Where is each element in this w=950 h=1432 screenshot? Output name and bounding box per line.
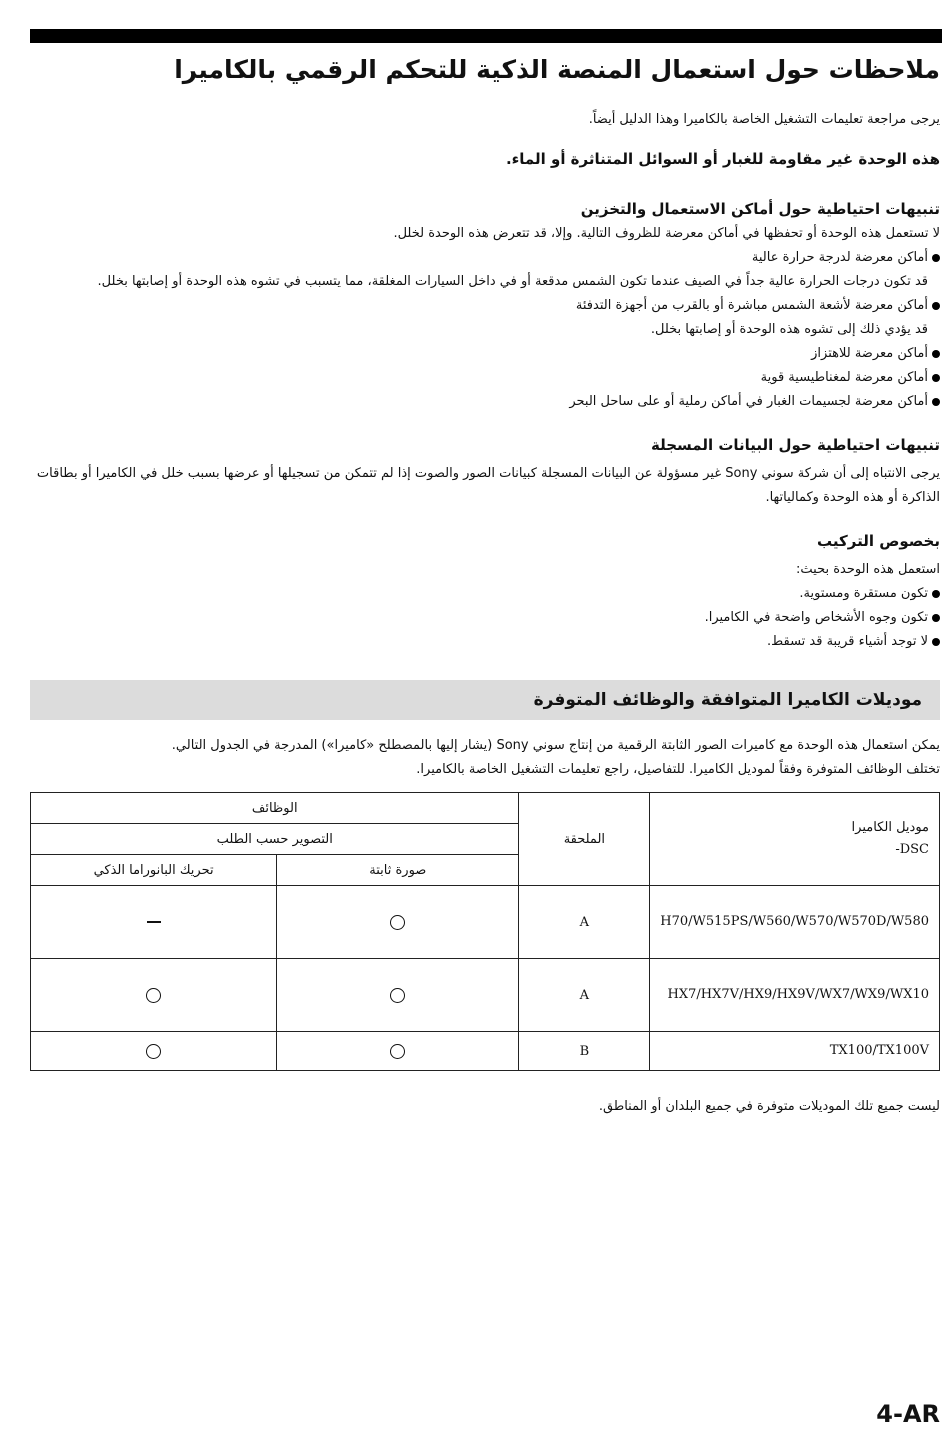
still-image-header: صورة ثابتة [277,855,519,886]
storage-lead: لا تستعمل هذه الوحدة أو تحفظها في أماكن معرضة للظروف التالية. وإلا، قد تتعرض هذه الوحدة لخلل. [393,226,940,241]
storage-heading: تنبيهات احتياطية حول أماكن الاستعمال والتخزين [580,200,940,218]
model-cell: HX7/HX7V/HX9/HX9V/WX7/WX9/WX10 [650,959,940,1032]
list-item-detail: قد يؤدي ذلك إلى تشوه هذه الوحدة أو إصابتها بخلل. [650,322,928,337]
panorama-header: تحريك البانوراما الذكي [31,855,277,886]
table-row [31,959,940,1032]
still-cell [277,1032,519,1071]
supported-circle-icon [146,1044,161,1059]
recorded-data-heading: تنبيهات احتياطية حول البيانات المسجلة [650,436,940,454]
models-section-banner: موديلات الكاميرا المتوافقة والوظائف المتوفرة [30,680,940,720]
intro-text: يرجى مراجعة تعليمات التشغيل الخاصة بالكاميرا وهذا الدليل أيضاً. [588,112,940,127]
on-demand-header: التصوير حسب الطلب [31,824,519,855]
model-cell: H70/W515PS/W560/W570/W570D/W580 [650,886,940,959]
list-item: أماكن معرضة لمغناطيسية قوية [30,366,940,390]
compatibility-table [30,792,940,1071]
functions-header: الوظائف [31,793,519,824]
supported-circle-icon [146,988,161,1003]
models-line-1: يمكن استعمال هذه الوحدة مع كاميرات الصور الثابتة الرقمية من إنتاج سوني Sony (يشار إليها بالمصطلح «كاميرا») المدرجة في الجدول التالي. [171,738,940,753]
installation-heading: بخصوص التركيب [817,532,940,550]
panorama-cell [31,1032,277,1071]
accessory-cell: B [519,1032,650,1071]
still-cell [277,886,519,959]
table-row [31,886,940,959]
panorama-cell [31,959,277,1032]
warning-text: هذه الوحدة غير مقاومة للغبار أو السوائل المتناثرة أو الماء. [505,150,940,168]
model-cell: TX100/TX100V [650,1032,940,1071]
list-item: أماكن معرضة لدرجة حرارة عالية [30,246,940,270]
storage-list [30,246,940,414]
installation-lead: استعمل هذه الوحدة بحيث: [796,562,940,577]
panorama-cell [31,886,277,959]
page-content [30,50,940,1119]
not-supported-dash-icon [147,921,161,923]
list-item: أماكن معرضة لجسيمات الغبار في أماكن رملية أو على ساحل البحر [30,390,940,414]
supported-circle-icon [390,988,405,1003]
accessory-cell: A [519,959,650,1032]
list-item: لا توجد أشياء قريبة قد تسقط. [30,630,940,654]
accessory-header: الملحقة [519,793,650,886]
model-header: موديل الكاميرا [851,820,929,835]
models-line-2: تختلف الوظائف المتوفرة وفقاً لموديل الكاميرا. للتفاصيل، راجع تعليمات التشغيل الخاصة بالكاميرا. [416,762,940,777]
table-row [31,1032,940,1071]
accessory-cell: A [519,886,650,959]
installation-list [30,582,940,654]
page-number: 4-AR [876,1400,940,1428]
list-item-detail: قد تكون درجات الحرارة عالية جداً في الصيف عندما تكون الشمس مدقعة أو في داخل السيارات المغلقة، مما يتسبب في تشوه هذه الوحدة أو إصابتها بخلل. [97,274,928,289]
availability-note: ليست جميع تلك الموديلات متوفرة في جميع البلدان أو المناطق. [598,1099,940,1114]
recorded-data-body: يرجى الانتباه إلى أن شركة سوني Sony غير مسؤولة عن البيانات المسجلة كبيانات الصور والصوت إذا لم تتمكن من تسجيلها أو عرضها بسبب خلل في الكاميرا أو بطاقات الذاكرة أو هذه الوحدة وكمالياتها. [36,466,940,505]
page-title: ملاحظات حول استعمال المنصة الذكية للتحكم الرقمي بالكاميرا [174,55,940,84]
supported-circle-icon [390,915,405,930]
list-item: تكون مستقرة ومستوية. [30,582,940,606]
list-item: أماكن معرضة للاهتزاز [30,342,940,366]
list-item: أماكن معرضة لأشعة الشمس مباشرة أو بالقرب من أجهزة التدفئة [30,294,940,318]
still-cell [277,959,519,1032]
model-prefix: DSC- [895,842,929,857]
model-header-cell [650,793,940,886]
supported-circle-icon [390,1044,405,1059]
top-rule [30,29,942,43]
list-item: تكون وجوه الأشخاص واضحة في الكاميرا. [30,606,940,630]
